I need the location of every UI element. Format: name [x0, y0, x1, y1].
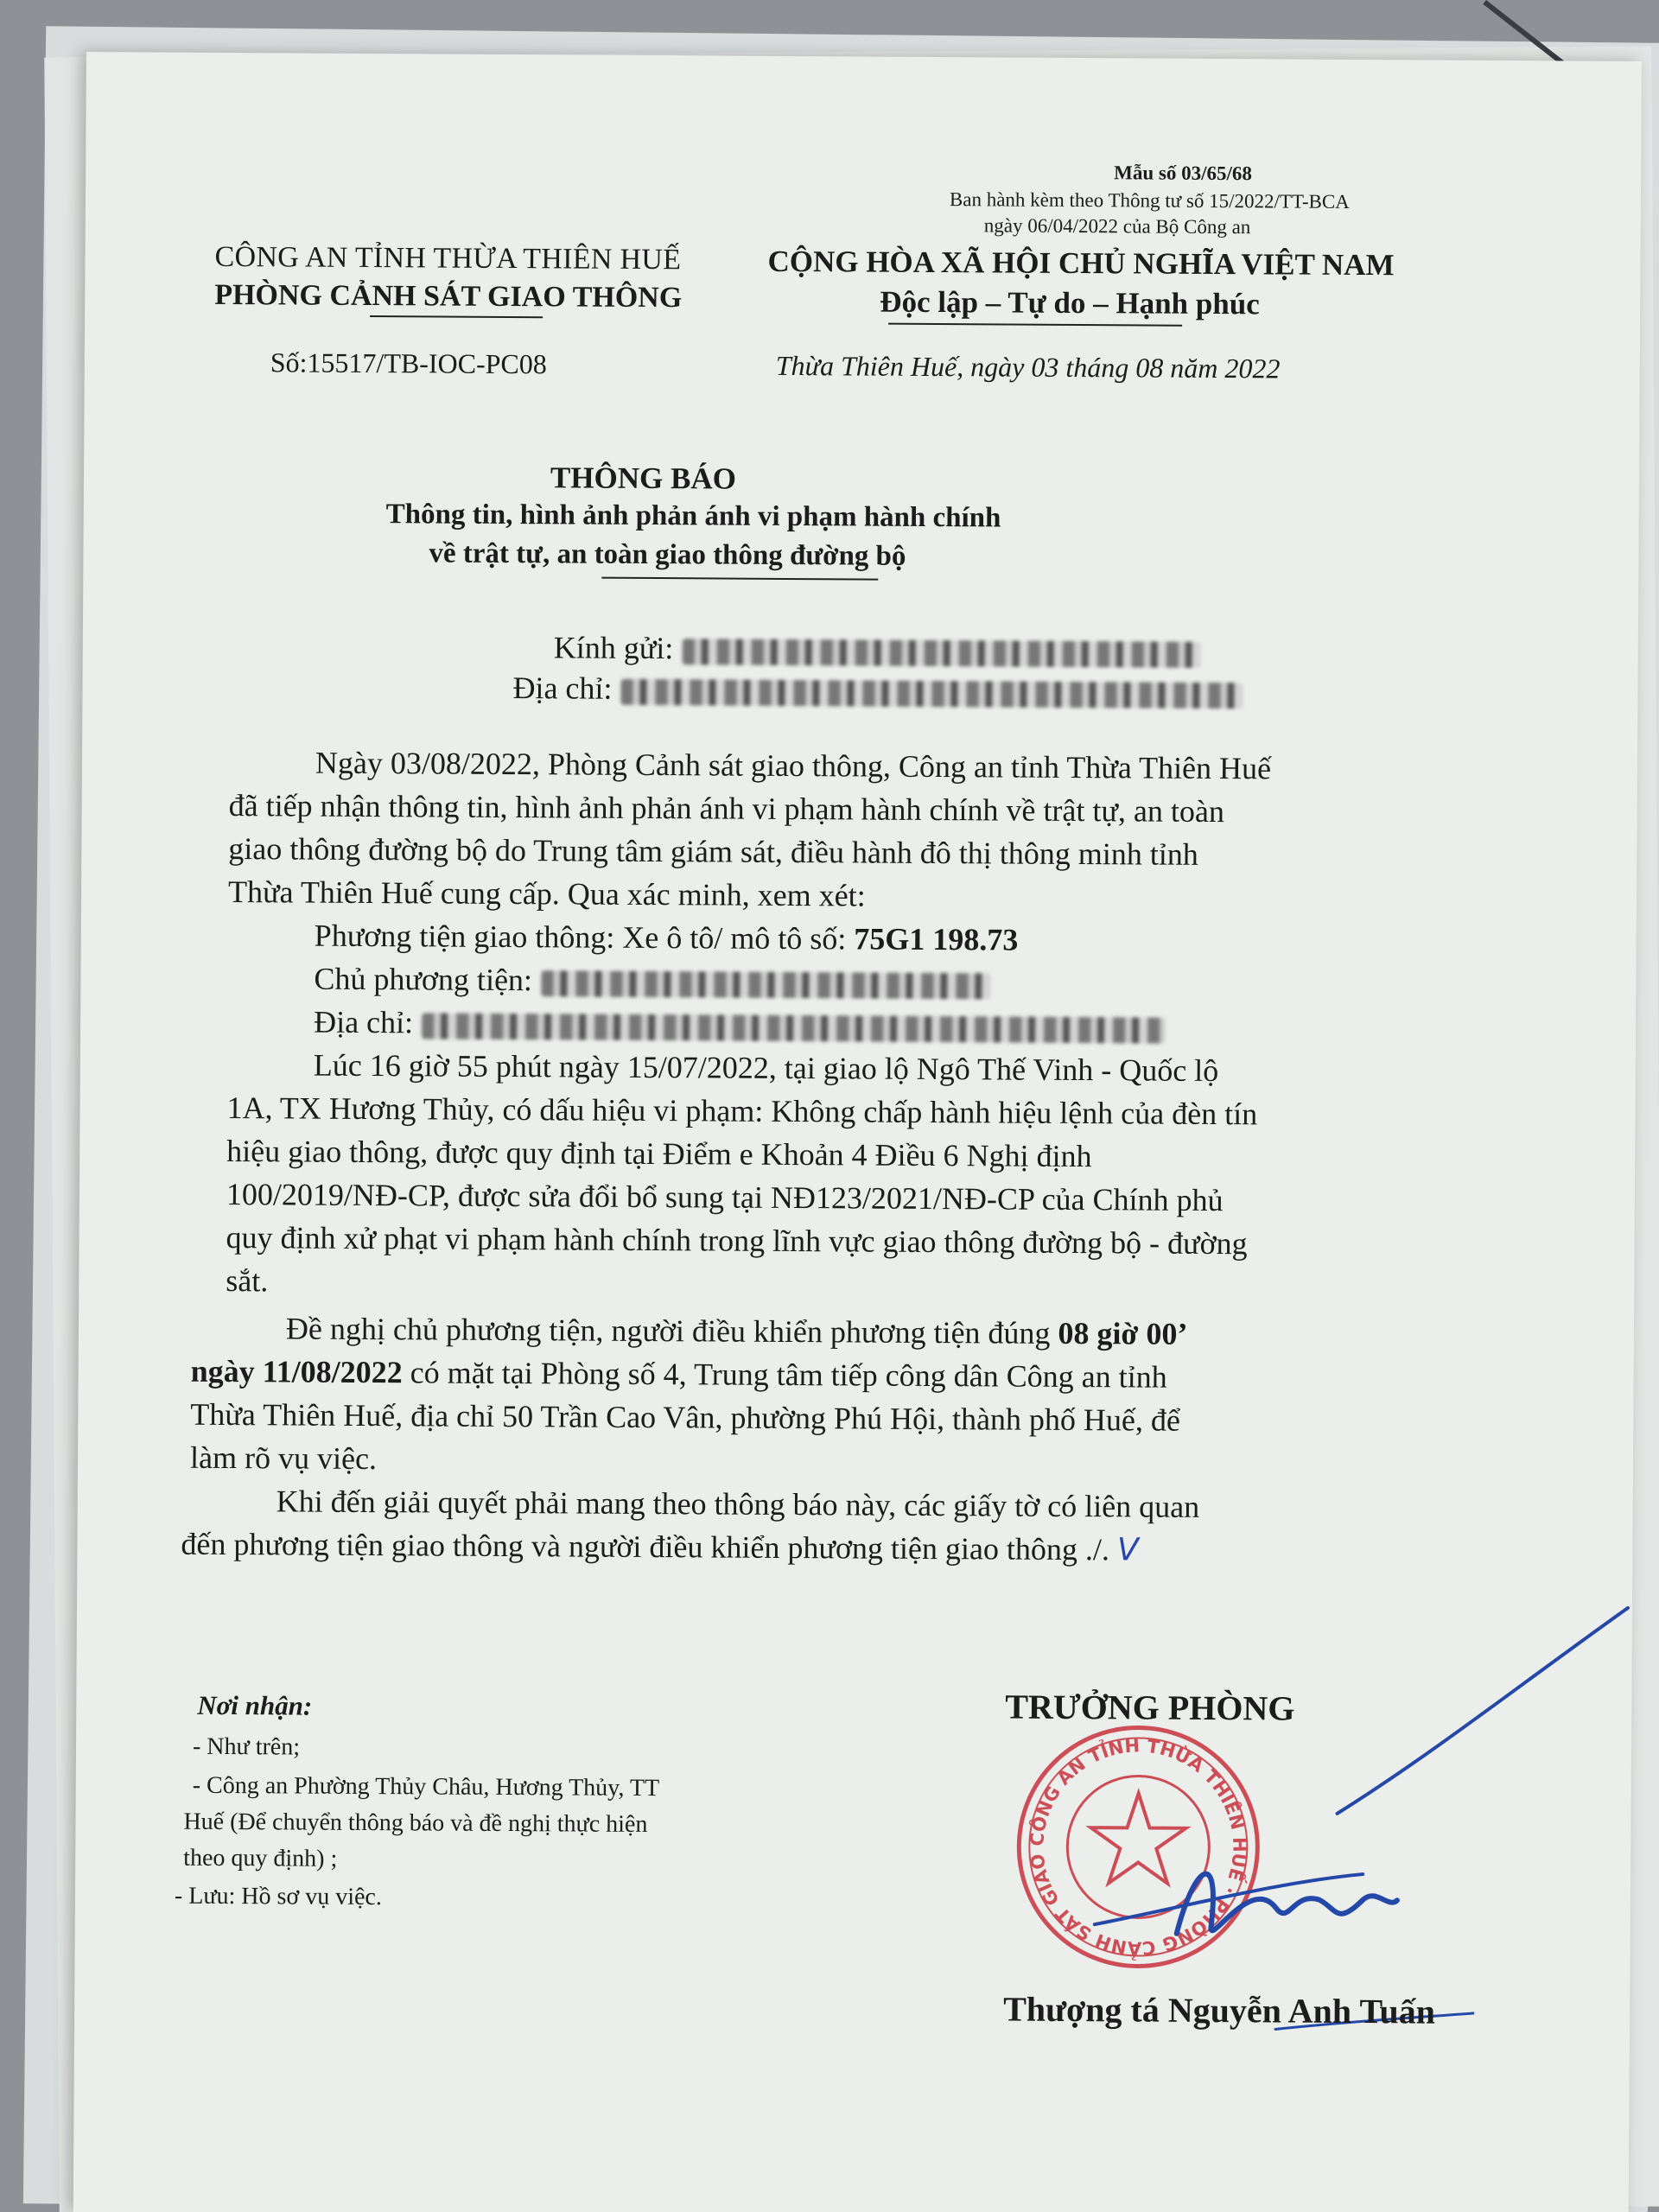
owner-row	[314, 961, 990, 1001]
stamp-lettering: CÔNG AN TỈNH THỪA THIÊN HUẾ · PHÒNG CẢNH SÁT GIAO	[1027, 1735, 1250, 1959]
body-text: Đề nghị chủ phương tiện, người điều khiển phương tiện đúng	[285, 1311, 1051, 1351]
recipients-heading: Nơi nhận:	[197, 1689, 313, 1721]
owner-address-row	[314, 1004, 1165, 1046]
signer-name: Thượng tá Nguyễn Anh Tuấn	[1003, 1989, 1436, 2031]
document-subtitle: về trật tự, an toàn giao thông đường bộ	[429, 537, 906, 572]
body-text: có mặt tại Phòng số 4, Trung tâm tiếp công dân Công an tỉnh	[410, 1355, 1167, 1395]
owner-address-label: Địa chỉ:	[314, 1004, 414, 1040]
body-line: giao thông đường bộ do Trung tâm giám sát, điều hành đô thị thông minh tỉnh	[228, 831, 1199, 872]
body-line	[181, 1526, 1138, 1568]
body-line: sắt.	[226, 1263, 269, 1299]
form-number: Mẫu số 03/65/68	[1114, 162, 1252, 185]
body-line	[286, 1310, 1188, 1351]
redacted-name	[682, 639, 1200, 668]
redacted-address	[620, 679, 1243, 709]
recipient-item: - Như trên;	[192, 1732, 301, 1761]
redacted-owner	[541, 970, 990, 999]
recipient-item: - Công an Phường Thủy Châu, Hương Thủy, TT	[192, 1771, 660, 1802]
body-line: Lúc 16 giờ 55 phút ngày 15/07/2022, tại giao lộ Ngô Thế Vinh - Quốc lộ	[313, 1047, 1219, 1089]
body-line: 100/2019/NĐ-CP, được sửa đổi bổ sung tại NĐ123/2021/NĐ-CP của Chính phủ	[226, 1177, 1224, 1218]
document-subtitle: Thông tin, hình ảnh phản ánh vi phạm hành chính	[385, 499, 1001, 534]
body-line: Ngày 03/08/2022, Phòng Cảnh sát giao thông, Công an tỉnh Thừa Thiên Huế	[315, 745, 1272, 786]
recipient-item: - Lưu: Hồ sơ vụ việc.	[174, 1882, 383, 1911]
addressee-row	[554, 629, 1201, 670]
address-label: Địa chỉ:	[512, 671, 613, 706]
appointment-time: 08 giờ 00’	[1058, 1315, 1188, 1351]
body-line: đã tiếp nhận thông tin, hình ảnh phản ánh vi phạm hành chính về trật tự, an toàn	[228, 788, 1225, 830]
divider	[601, 577, 878, 581]
recipient-item: theo quy định) ;	[183, 1844, 338, 1872]
addressee-address-row	[512, 670, 1243, 710]
pen-stroke	[1329, 1598, 1633, 1824]
handwritten-mark: V	[1116, 1532, 1139, 1568]
vehicle-plate: 75G1 198.73	[854, 921, 1019, 957]
national-title: CỘNG HÒA XÃ HỘI CHỦ NGHĨA VIỆT NAM	[767, 244, 1395, 283]
body-line: làm rõ vụ việc.	[189, 1440, 378, 1477]
divider	[370, 315, 543, 318]
addressee-label: Kính gửi:	[553, 630, 674, 666]
divider	[888, 323, 1182, 327]
form-reference-line: ngày 06/04/2022 của Bộ Công an	[983, 214, 1251, 238]
body-line: Thừa Thiên Huế cung cấp. Qua xác minh, xem xét:	[227, 874, 866, 913]
document-page	[73, 52, 1642, 2212]
redacted-owner-address	[422, 1013, 1165, 1043]
body-line: 1A, TX Hương Thủy, có dấu hiệu vi phạm: Không chấp hành hiệu lệnh của đèn tín	[226, 1090, 1258, 1132]
form-reference-line: Ban hành kèm theo Thông tư số 15/2022/TT-BCA	[949, 188, 1350, 213]
appointment-date: ngày 11/08/2022	[190, 1353, 403, 1390]
vehicle-row	[315, 918, 1019, 958]
body-line: quy định xử phạt vi phạm hành chính trong lĩnh vực giao thông đường bộ - đường	[226, 1220, 1248, 1262]
document-title: THÔNG BÁO	[550, 461, 737, 496]
vehicle-label: Phương tiện giao thông: Xe ô tô/ mô tô số:	[314, 918, 847, 957]
department-name: PHÒNG CẢNH SÁT GIAO THÔNG	[214, 278, 683, 315]
signer-position: TRƯỞNG PHÒNG	[1005, 1687, 1295, 1728]
body-text: đến phương tiện giao thông và người điều khiển phương tiện giao thông ./.	[181, 1526, 1110, 1567]
recipient-item: Huế (Để chuyển thông báo và đề nghị thực hiện	[183, 1808, 648, 1839]
document-number: Số:15517/TB-IOC-PC08	[270, 346, 547, 380]
national-motto: Độc lập – Tự do – Hạnh phúc	[880, 284, 1260, 321]
body-line: hiệu giao thông, được quy định tại Điểm e Khoản 4 Điều 6 Nghị định	[226, 1134, 1092, 1174]
body-line: Khi đến giải quyết phải mang theo thông báo này, các giấy tờ có liên quan	[276, 1484, 1200, 1524]
place-and-date: Thừa Thiên Huế, ngày 03 tháng 08 năm 2022	[775, 349, 1281, 385]
agency-name: CÔNG AN TỈNH THỪA THIÊN HUẾ	[214, 240, 682, 276]
body-line	[191, 1353, 1167, 1395]
body-line: Thừa Thiên Huế, địa chỉ 50 Trần Cao Vân, phường Phú Hội, thành phố Huế, để	[190, 1396, 1181, 1438]
owner-label: Chủ phương tiện:	[314, 961, 533, 998]
